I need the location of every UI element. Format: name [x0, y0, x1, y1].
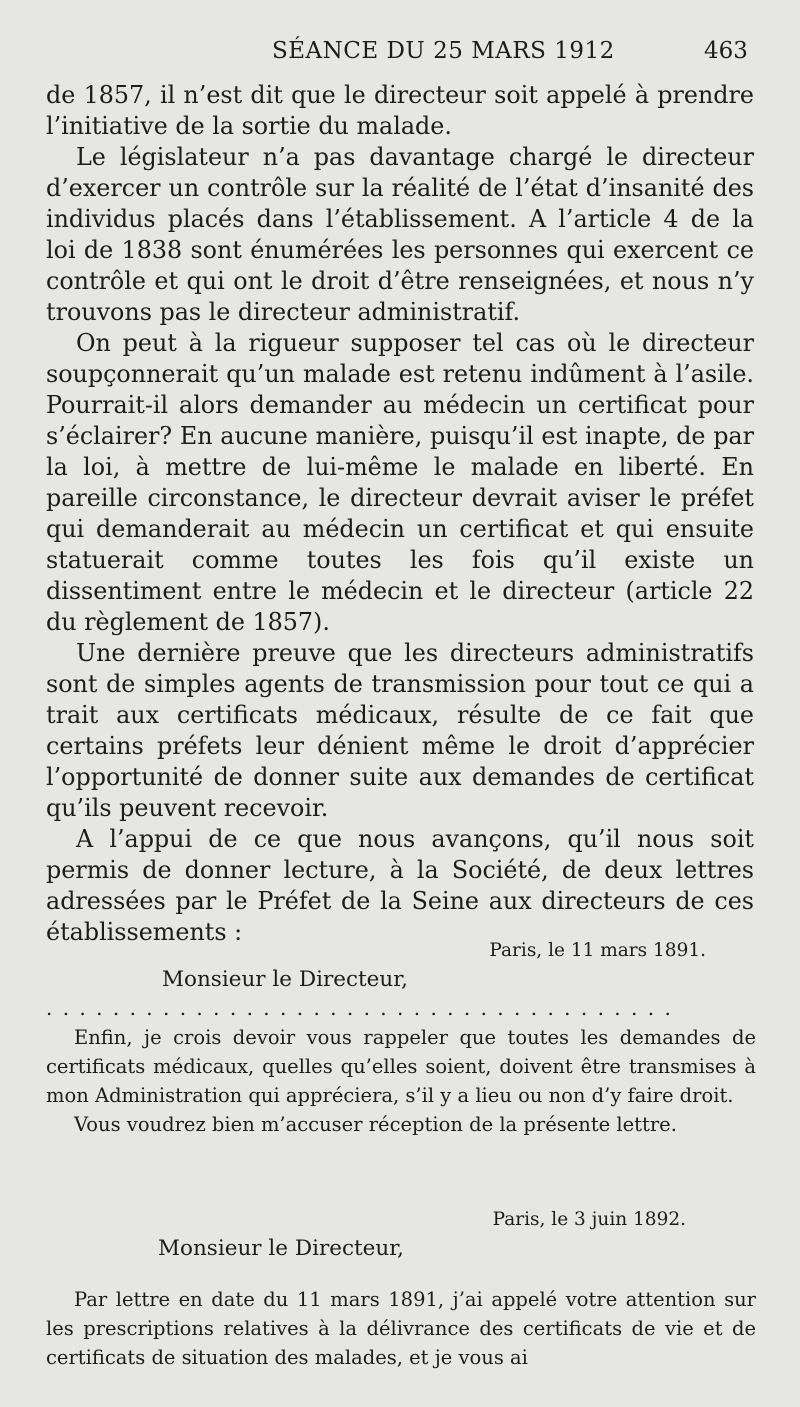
paragraph: Le législateur n’a pas davantage chargé le directeur d’exercer un contrôle sur la réalité de l’état d’insanité des individus placés dans l’établissement. A l’article 4 de la loi de 1838 sont énumérées les personnes qui exercent ce contrôle et qui ont le droit d’être renseignées, et nous n’y trouvons pas le directeur administratif.: [46, 143, 754, 326]
paragraph: de 1857, il n’est dit que le directeur soit appelé à prendre l’initiative de la sortie du malade.: [46, 81, 754, 140]
letter-dateline: Paris, le 11 mars 1891.: [489, 940, 706, 961]
paragraph: Une dernière preuve que les directeurs administratifs sont de simples agents de transmission pour tout ce qui a trait aux certificats médicaux, résulte de ce fait que certains préfets leur dénient même le droit d’apprécier l’opportunité de donner suite aux demandes de certificat qu’ils peuvent recevoir.: [46, 639, 754, 822]
letter-dateline: Paris, le 3 juin 1892.: [492, 1209, 686, 1230]
letter-paragraph: Par lettre en date du 11 mars 1891, j’ai appelé votre attention sur les prescriptions relatives à la délivrance des certificats de vie et de certificats de situation des malades, et je vous ai: [46, 1288, 756, 1369]
page-header: [0, 38, 800, 78]
omission-dots: . . . . . . . . . . . . . . . . . . . . . . . . . . . . . . . . . . . . . .: [46, 996, 673, 1020]
letter-salutation: Monsieur le Directeur,: [162, 967, 408, 992]
page-number: 463: [704, 38, 748, 64]
letter-paragraph: Enfin, je crois devoir vous rappeler que toutes les demandes de certificats médicaux, quelles qu’elles soient, doivent être transmises à mon Administration qui appréciera, s’il y a lieu ou non d’y faire droit.: [46, 1026, 756, 1107]
paragraph: A l’appui de ce que nous avançons, qu’il nous soit permis de donner lecture, à la Société, de deux lettres adressées par le Préfet de la Seine aux directeurs de ces établissements :: [46, 825, 754, 946]
running-title: SÉANCE DU 25 MARS 1912: [272, 38, 615, 64]
main-text: [46, 80, 754, 948]
letter-1892: [46, 1205, 756, 1372]
paragraph: On peut à la rigueur supposer tel cas où le directeur soupçonnerait qu’un malade est retenu indûment à l’asile. Pourrait-il alors demander au médecin un certificat pour s’éclairer? En aucune manière, puisqu’il est inapte, de par la loi, à mettre de lui-même le malade en liberté. En pareille circonstance, le directeur devrait aviser le préfet qui demanderait au médecin un certificat et qui ensuite statuerait comme toutes les fois qu’il existe un dissentiment entre le médecin et le directeur (article 22 du règlement de 1857).: [46, 329, 754, 636]
letter-salutation: Monsieur le Directeur,: [158, 1236, 404, 1261]
letter-1891: [46, 936, 756, 1139]
letter-paragraph: Vous voudrez bien m’accuser réception de la présente lettre.: [74, 1113, 677, 1136]
